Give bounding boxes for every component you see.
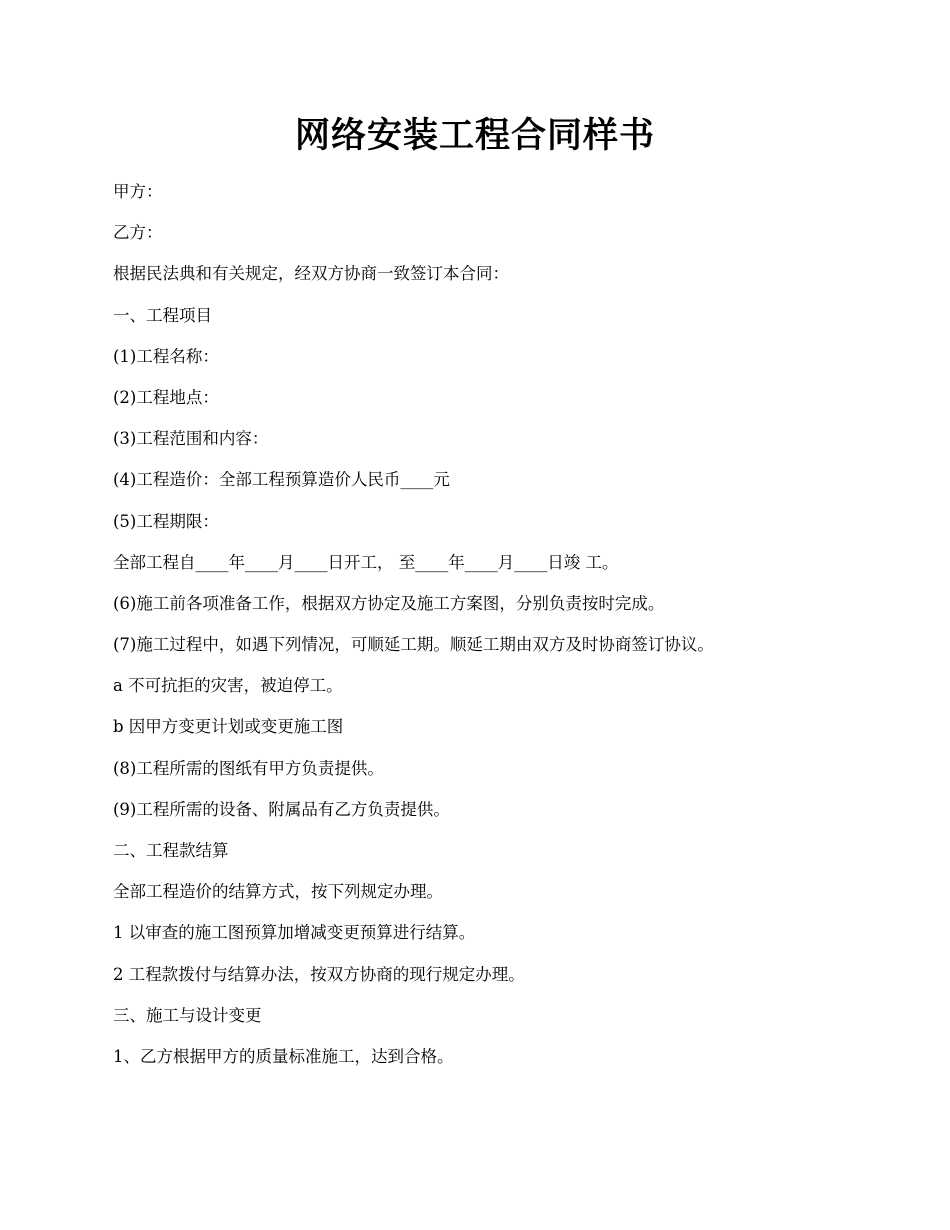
section-heading-construction: 三、施工与设计变更 (113, 1005, 262, 1025)
settlement-item-2: 2 工程款拨付与结算办法，按双方协商的现行规定办理。 (113, 964, 525, 984)
party-a-line: 甲方： (113, 182, 163, 201)
clause-project-period: (5)工程期限： (113, 511, 219, 531)
section-heading-project: 一、工程项目 (113, 305, 212, 325)
party-b-line: 乙方： (113, 223, 163, 243)
clause-project-name: (1)工程名称： (113, 346, 219, 366)
clause-project-scope: (3)工程范围和内容： (113, 429, 269, 449)
clause-item-a: a 不可抗拒的灾害，被迫停工。 (113, 676, 343, 696)
clause-equipment: (9)工程所需的设备、附属品有乙方负责提供。 (113, 799, 450, 819)
clause-preparation: (6)施工前各项准备工作，根据双方协定及施工方案图，分别负责按时完成。 (113, 593, 665, 613)
clause-project-location: (2)工程地点： (113, 387, 219, 407)
preamble-paragraph: 根据民法典和有关规定，经双方协商一致签订本合同： (113, 264, 509, 284)
clause-project-cost: (4)工程造价：全部工程预算造价人民币____元 (113, 470, 450, 490)
clause-drawings: (8)工程所需的图纸有甲方负责提供。 (113, 758, 384, 778)
document-title: 网络安装工程合同样书 (294, 115, 655, 156)
paragraph-list (113, 178, 873, 1084)
construction-item-1: 1、乙方根据甲方的质量标准施工，达到合格。 (113, 1046, 454, 1066)
clause-schedule-dates: 全部工程自____年____月____日开工， 至____年____月____日竣 工。 (113, 552, 619, 572)
settlement-intro: 全部工程造价的结算方式，按下列规定办理。 (113, 882, 443, 902)
settlement-item-1: 1 以审查的施工图预算加增减变更预算进行结算。 (113, 923, 476, 943)
clause-item-b: b 因甲方变更计划或变更施工图 (113, 717, 344, 737)
section-heading-settlement: 二、工程款结算 (113, 841, 229, 860)
clause-extension: (7)施工过程中，如遇下列情况，可顺延工期。顺延工期由双方及时协商签订协议。 (113, 635, 714, 655)
